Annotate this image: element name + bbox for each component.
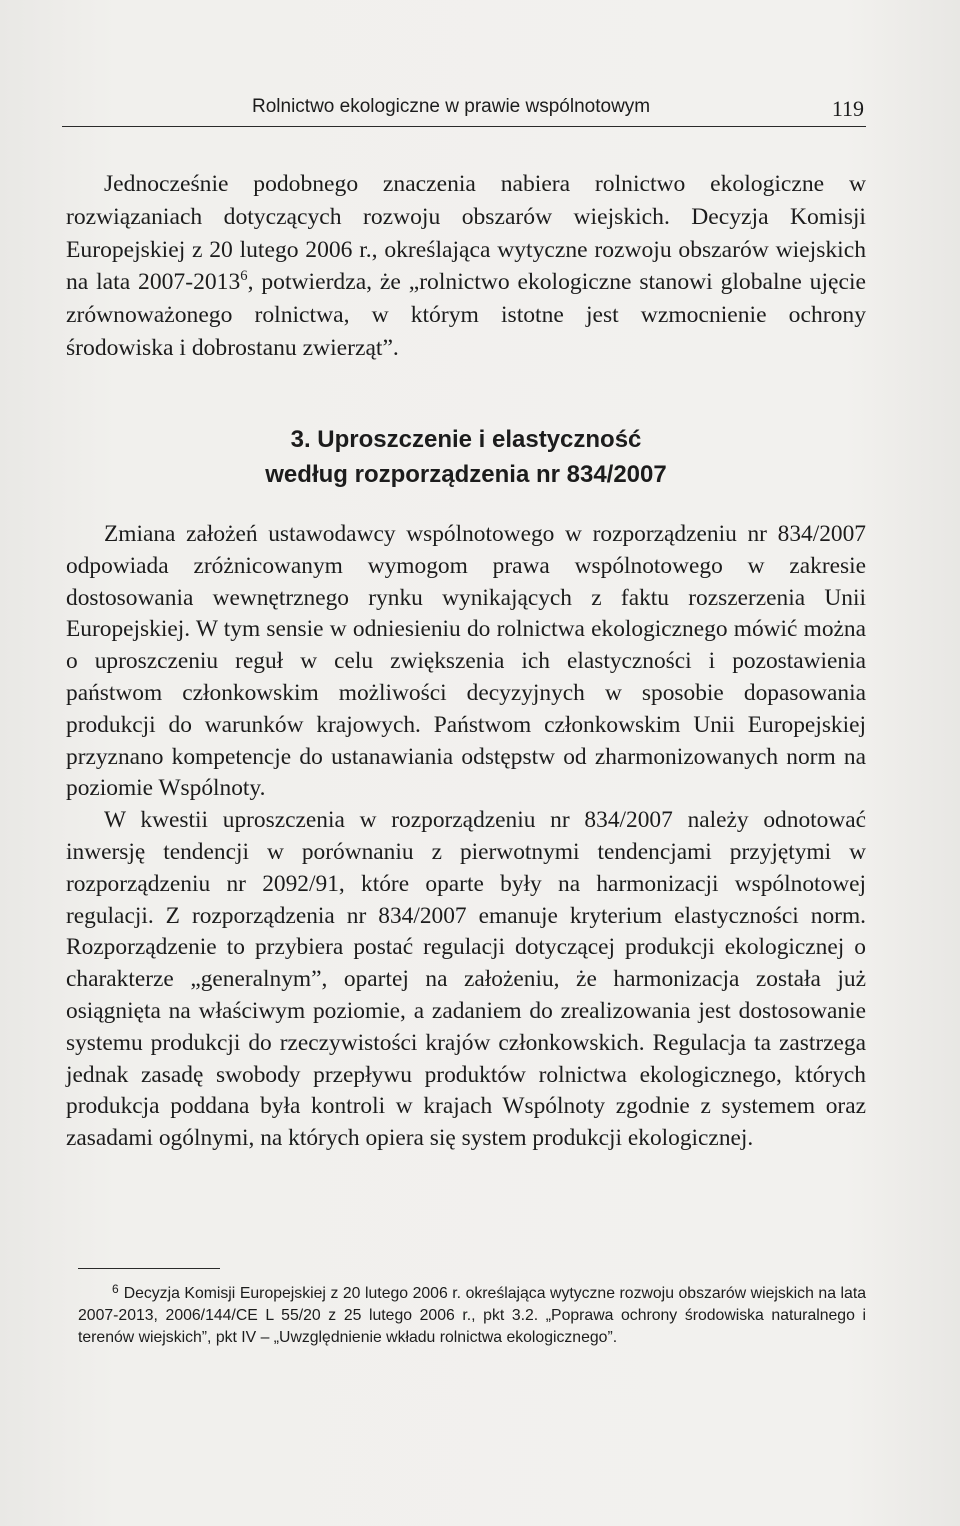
section-body xyxy=(66,519,866,1155)
intro-paragraph xyxy=(66,168,866,365)
footnote xyxy=(78,1283,866,1349)
section-heading-line1: 3. Uproszczenie i elastyczność xyxy=(290,426,642,453)
footnote-text: Decyzja Komisji Europejskiej z 20 lutego 2006 r. określająca wytyczne rozwoju obszarów wiejskich na lata 2007-2013, 2006/144/CE L 55/20 z 25 lutego 2006 r., pkt 3.2. „Poprawa ochrony środowiska naturalnego i terenów wiejskich”, pkt IV – „Uwzględnienie wkładu rolnictwa ekologicznego”. xyxy=(78,1285,866,1346)
running-title: Rolnictwo ekologiczne w prawie wspólnotowym xyxy=(252,96,651,117)
running-header xyxy=(62,96,866,127)
section-heading-line2: według rozporządzenia nr 834/2007 xyxy=(265,461,667,488)
footnote-number: 6 xyxy=(112,1282,119,1296)
intro-text-part2: , potwierdza, że „rolnictwo ekologiczne stanowi globalne ujęcie zrównoważonego rolnictwa, w którym istotne jest wzmocnienie ochrony środowiska i dobrostanu zwierząt”. xyxy=(66,269,866,361)
footnote-reference[interactable]: 6 xyxy=(240,268,248,285)
section-paragraph: Zmiana założeń ustawodawcy wspólnotowego w rozporządzeniu nr 834/2007 odpowiada zróżnicowanym wymogom prawa wspólnotowego w zakresie dostosowania wewnętrznego rynku wynikających z faktu rozszerzenia Unii Europejskiej. W tym sensie w odniesieniu do rolnictwa ekologicznego mówić można o uproszczeniu reguł w celu zwiększenia ich elastyczności i pozostawienia państwom członkowskim możliwości decyzyjnych w sposobie dopasowania produkcji do warunków krajowych. Państwom członkowskim Unii Europejskiej przyznano kompetencje do ustanawiania odstępstw od zharmonizowanych norm na poziomie Wspólnoty. xyxy=(66,521,866,802)
intro-text-part1: Jednocześnie podobnego znaczenia nabiera rolnictwo ekologiczne w rozwiązaniach dotyczących rozwoju obszarów wiejskich. Decyzja Komisji Europejskiej z 20 lutego 2006 r., określająca wytyczne rozwoju obszarów wiejskich na lata 2007-2013 xyxy=(66,171,866,296)
section-heading xyxy=(66,422,866,492)
page-number: 119 xyxy=(831,96,864,121)
section-paragraph: W kwestii uproszczenia w rozporządzeniu nr 834/2007 należy odnotować inwersję tendencji w porównaniu z pierwotnymi tendencjami przyjętymi w rozporządzeniu nr 2092/91, które oparte były na harmonizacji wspólnotowej regulacji. Z rozporządzenia nr 834/2007 emanuje kryterium elastyczności norm. Rozporządzenie to przybiera postać regulacji dotyczącej produkcji ekologicznej o charakterze „generalnym”, opartej na założeniu, że harmonizacja została już osiągnięta na właściwym poziomie, a zadaniem do zrealizowania jest dostosowanie systemu produkcji do rzeczywistości krajów członkowskich. Regulacja ta zastrzega jednak zasadę swobody przepływu produktów rolnictwa ekologicznego, których produkcja poddana była kontroli w krajach Wspólnoty zgodnie z systemem oraz zasadami ogólnymi, na których opiera się system produkcji ekologicznej. xyxy=(66,807,866,1152)
footnote-divider xyxy=(78,1268,220,1269)
